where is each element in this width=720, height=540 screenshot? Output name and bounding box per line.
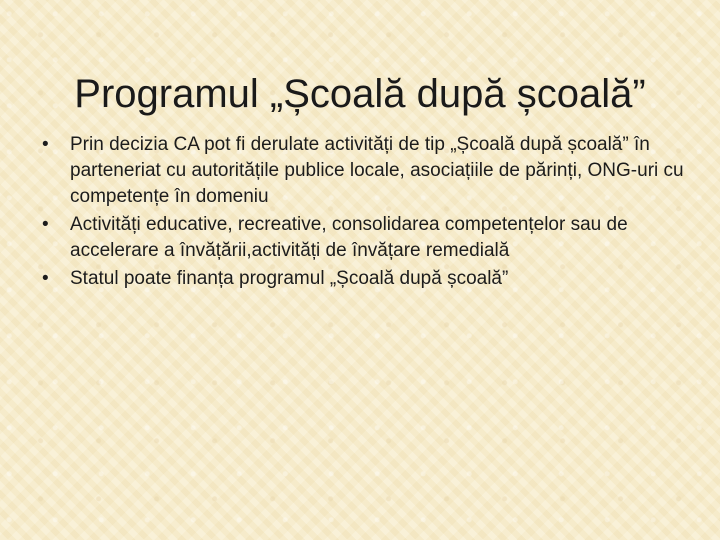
bullet-text: Prin decizia CA pot fi derulate activități de tip „Școală după școală” în parteneriat cu autoritățile publice locale, asociațiile de părinți, ONG-uri cu competențe în domeniu <box>70 134 684 207</box>
list-item <box>38 212 688 264</box>
bullet-dot-icon: • <box>42 214 49 235</box>
list-item <box>38 266 688 292</box>
bullet-dot-icon: • <box>42 134 49 155</box>
list-item <box>38 132 688 210</box>
bullet-text: Activități educative, recreative, consolidarea competențelor sau de accelerare a învățării,activități de învățare remedială <box>70 214 628 261</box>
bullet-dot-icon: • <box>42 268 49 289</box>
slide-body <box>38 132 688 294</box>
bullet-text: Statul poate finanța programul „Școală după școală” <box>70 268 509 289</box>
bullet-list <box>38 132 688 292</box>
slide-title: Programul „Școală după școală” <box>74 71 646 116</box>
